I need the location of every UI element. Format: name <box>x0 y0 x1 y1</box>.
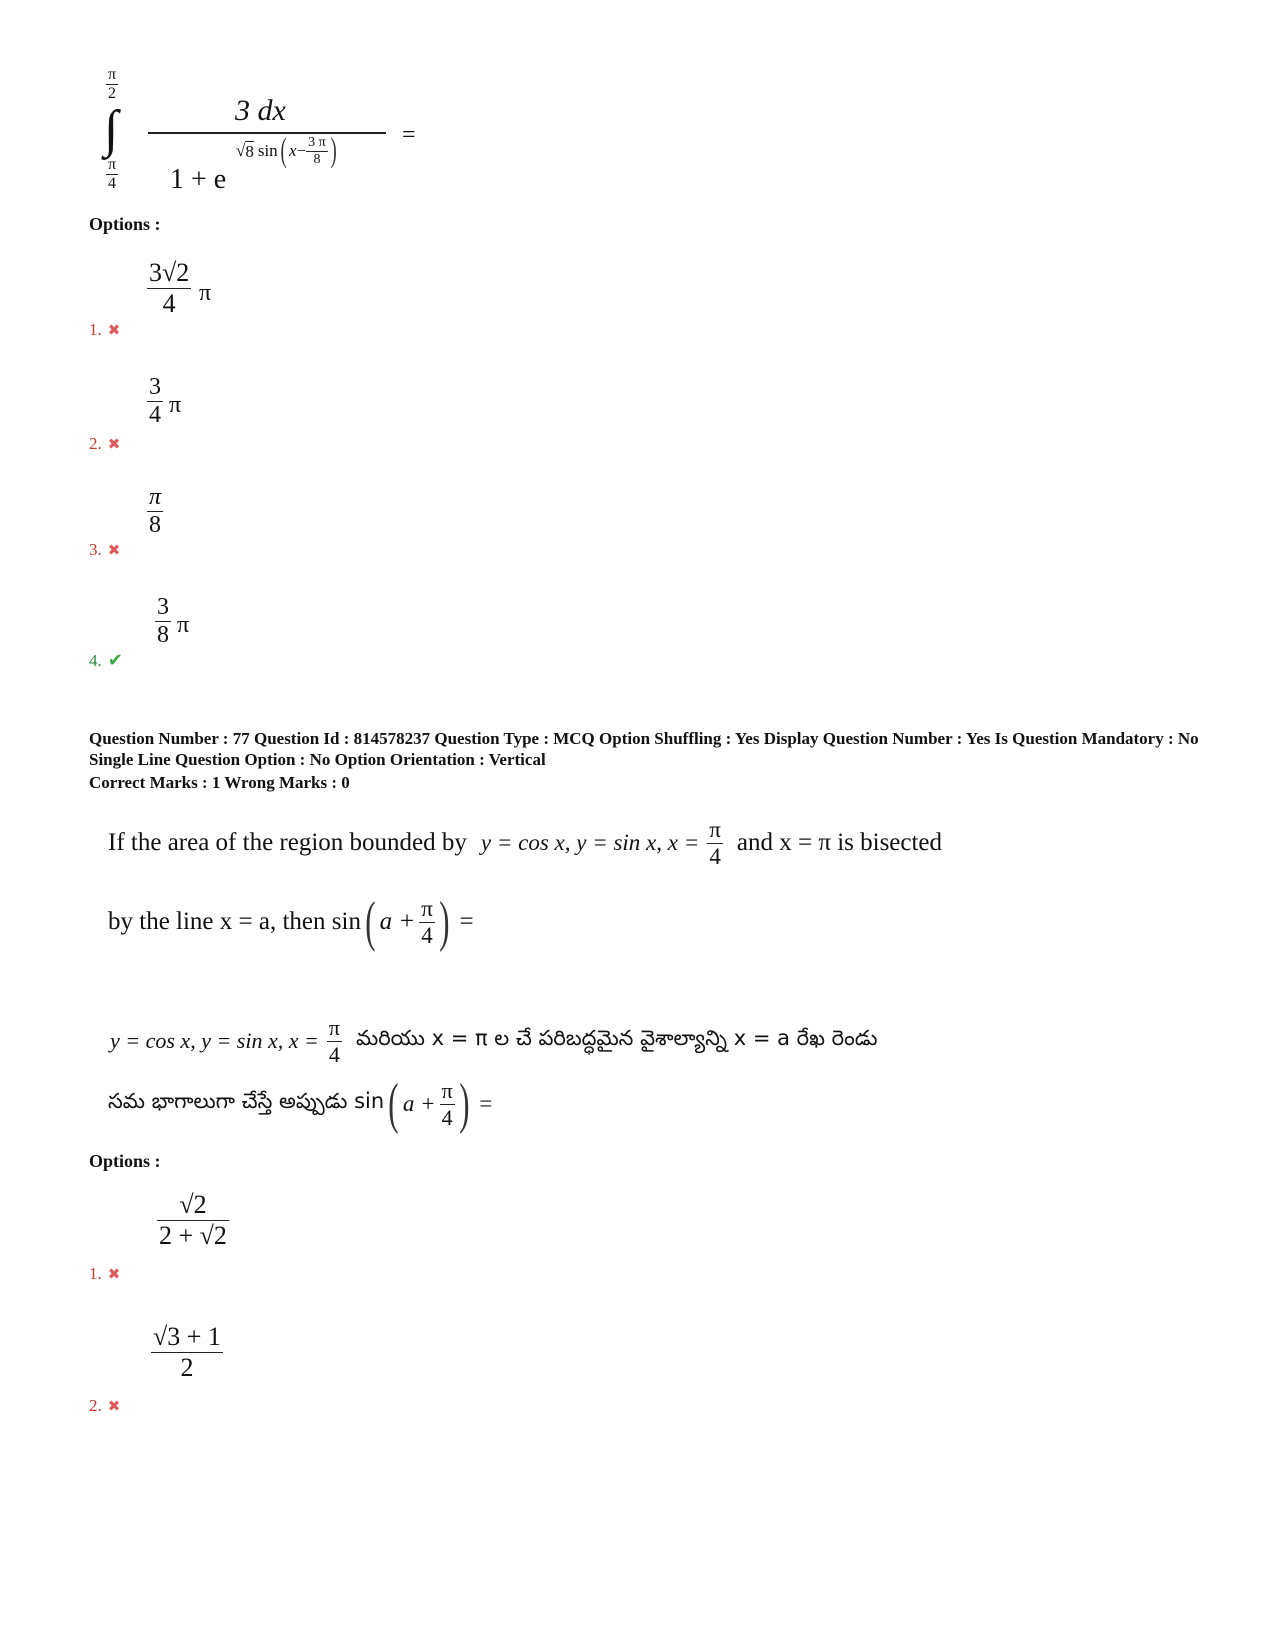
wrong-x-icon: ✖ <box>107 1398 121 1415</box>
option-3-number: 3. <box>89 540 102 559</box>
integral-upper-limit <box>106 66 118 103</box>
integrand-denominator <box>170 164 226 196</box>
q76-option-1[interactable] <box>89 256 289 346</box>
wrong-x-icon: ✖ <box>107 1266 121 1283</box>
q77-option-2[interactable] <box>89 1322 309 1422</box>
q77-option-1-number: 1. <box>89 1264 102 1283</box>
option-2-frac: 3 4 <box>149 374 161 428</box>
option-2-number: 2. <box>89 434 102 453</box>
q77-telugu-line-2: సమ భాగాలుగా చేస్తే అప్పుడు sin ( a + $\frac{\pi}{4}$ ) = <box>108 1073 493 1135</box>
exponent-frac: $\frac{3 \pi}{8}$ <box>308 134 326 167</box>
q76-option-2[interactable] <box>89 372 289 462</box>
wrong-x-icon: ✖ <box>107 542 121 559</box>
option-4-frac: 3 8 <box>157 594 169 648</box>
option-1-frac: 3√2 4 <box>149 258 190 318</box>
q77-marks: Correct Marks : 1 Wrong Marks : 0 <box>89 773 350 792</box>
option-3-frac: π 8 <box>149 484 162 538</box>
exponent-x: x <box>289 141 297 160</box>
correct-check-icon: ✔ <box>107 650 123 670</box>
exponent-minus: − <box>296 141 307 160</box>
q77-english-line-2: by the line x = a, then sin ( a + $\frac{\pi}{4}$ ) = <box>108 891 474 953</box>
option-2-suffix: π <box>169 392 182 418</box>
q77-option-2-frac: √3 + 1 2 <box>153 1322 221 1382</box>
q76-options-label: Options : <box>89 214 161 234</box>
q77-option-1[interactable] <box>89 1190 309 1290</box>
exponent: √ 8 sin ( x − $\frac{3 \pi}{8}$ ) <box>236 132 337 169</box>
upper-limit-num: π <box>108 66 117 83</box>
integral-lower-limit <box>106 156 118 193</box>
q77-option-2-number: 2. <box>89 1396 102 1415</box>
exponent-fn: sin <box>257 141 278 160</box>
integral-equals: = <box>402 122 416 148</box>
integral-sign: ∫ <box>104 101 119 158</box>
q77-meta: Question Number : 77 Question Id : 814578237 Question Type : MCQ Option Shuffling : Yes Display Question Number : Yes Is Question Mandatory : No Single Line Question Option : No Option Orientation : Vertical <box>89 729 1199 769</box>
q76-option-3[interactable] <box>89 484 289 574</box>
q77-telugu-line-1: y = cos x, y = sin x, x = $\frac{\pi}{4}$ మరియు x = π ల చే పరిబద్ధమైన వైశాల్యాన్ని x = a రేఖ రెండు <box>110 1014 878 1067</box>
q76-option-4[interactable] <box>89 594 289 684</box>
exponent-root: 8 <box>245 141 254 161</box>
q77-options-label: Options : <box>89 1151 161 1171</box>
lower-limit-num: π <box>108 156 117 173</box>
option-1-suffix: π <box>199 280 212 306</box>
option-1-number: 1. <box>89 320 102 339</box>
option-4-number: 4. <box>89 650 102 670</box>
wrong-x-icon: ✖ <box>107 436 121 453</box>
integrand-numerator: 3 dx <box>235 94 286 127</box>
lower-limit-den: 4 <box>108 175 117 192</box>
denominator-base: 1 + e <box>170 164 227 195</box>
wrong-x-icon: ✖ <box>107 322 121 339</box>
option-4-suffix: π <box>177 612 190 638</box>
q76-integral <box>100 66 440 201</box>
q77-english-line-1: If the area of the region bounded by y = cos x, y = sin x, x = $\frac{\pi}{4}$ and x = π is bisected <box>108 816 943 869</box>
q77-option-1-frac: √2 2 + √2 <box>159 1190 227 1250</box>
upper-limit-den: 2 <box>108 85 117 102</box>
